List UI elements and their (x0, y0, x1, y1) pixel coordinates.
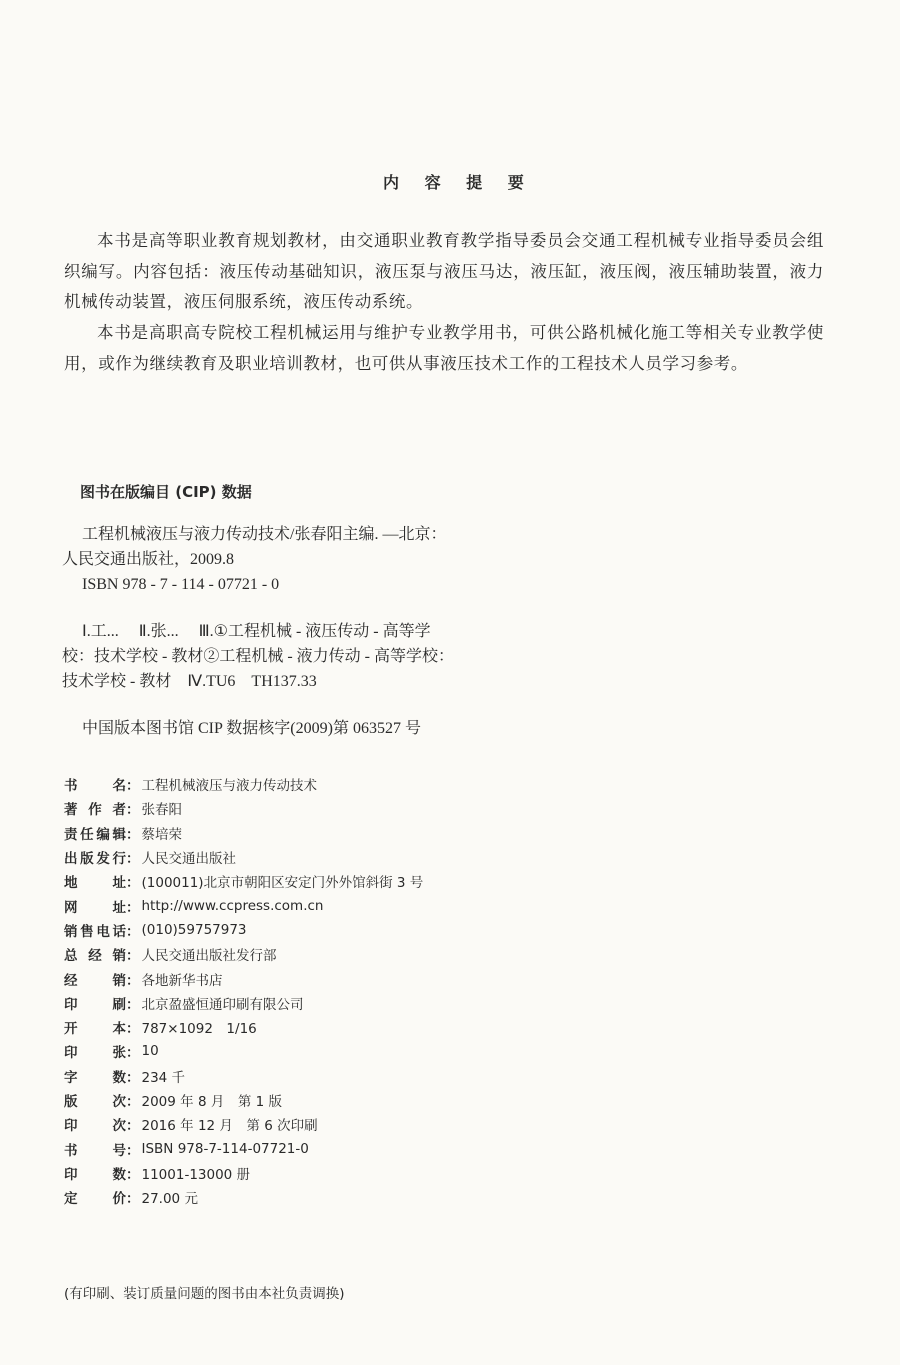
info-label: 销售电话 (64, 923, 126, 940)
info-value: 人民交通出版社 (141, 851, 236, 868)
info-row (64, 893, 423, 917)
info-row (64, 1136, 423, 1160)
colon: ： (126, 1166, 140, 1183)
colon: ： (126, 875, 140, 892)
info-value: 11001-13000 册 (141, 1166, 251, 1183)
summary-paragraph: 本书是高等职业教育规划教材，由交通职业教育教学指导委员会交通工程机械专业指导委员会组织编写。内容包括：液压传动基础知识，液压泵与液压马达，液压缸，液压阀，液压辅助装置，液力机械传动装置，液压伺服系统，液压传动系统。 (64, 231, 824, 311)
colon: ： (126, 1118, 140, 1135)
colon: ： (126, 826, 140, 843)
info-row (64, 1064, 423, 1088)
info-label: 网 址 (64, 899, 126, 916)
info-value: 张春阳 (141, 802, 182, 819)
info-row (64, 966, 423, 990)
info-label: 版 次 (64, 1094, 126, 1110)
info-row (64, 1185, 423, 1209)
info-value: 北京盈盛恒通印刷有限公司 (141, 996, 304, 1013)
info-value: (010)59757973 (141, 921, 247, 938)
info-label: 总 经 销 (64, 948, 126, 965)
info-value: 人民交通出版社发行部 (141, 948, 277, 965)
colon: ： (126, 972, 140, 989)
info-row (64, 772, 423, 796)
info-row (64, 991, 423, 1015)
info-value: 234 千 (141, 1069, 186, 1086)
info-label: 定 价 (64, 1191, 126, 1208)
colon: ： (126, 1094, 140, 1110)
colon: ： (126, 802, 140, 819)
info-row (64, 796, 423, 820)
cip-line: ISBN 978 - 7 - 114 - 07721 - 0 (82, 576, 280, 593)
info-label: 经 销 (64, 972, 126, 989)
info-label: 印 数 (64, 1166, 126, 1183)
info-label: 印 刷 (64, 996, 126, 1013)
info-row (64, 869, 423, 893)
cip-block-bibliographic (62, 522, 602, 597)
colon: ： (126, 778, 140, 795)
info-value: 10 (141, 1043, 159, 1060)
colon: ： (126, 1142, 140, 1159)
info-row (64, 942, 423, 966)
info-value: 2016 年 12 月 第 6 次印刷 (141, 1118, 318, 1135)
colon: ： (126, 948, 140, 965)
colon: ： (126, 923, 140, 940)
info-value: 蔡培荣 (141, 826, 182, 843)
info-row (64, 821, 423, 845)
publication-info (64, 772, 423, 1209)
cip-record-number: 中国版本图书馆 CIP 数据核字(2009)第 063527 号 (82, 720, 421, 737)
cip-block-subjects (62, 619, 602, 694)
info-row (64, 1088, 423, 1112)
info-label: 出版发行 (64, 851, 126, 868)
info-row (64, 1112, 423, 1136)
info-label: 地 址 (64, 875, 126, 892)
info-label: 印 次 (64, 1118, 126, 1135)
info-label: 书 名 (64, 778, 126, 795)
info-label: 著 作 者 (64, 802, 126, 819)
info-row (64, 1039, 423, 1063)
colon: ： (126, 1045, 140, 1062)
info-row (64, 845, 423, 869)
cip-line: 技术学校 - 教材 Ⅳ.TU6 TH137.33 (62, 673, 317, 690)
colon: ： (126, 1021, 140, 1038)
cip-line: 校：技术学校 - 教材②工程机械 - 液力传动 - 高等学校： (62, 648, 454, 665)
info-value: 工程机械液压与液力传动技术 (141, 778, 317, 795)
summary-title: 内 容 提 要 (383, 173, 534, 192)
info-label: 字 数 (64, 1069, 126, 1086)
colon: ： (126, 1191, 140, 1208)
cip-line: 工程机械液压与液力传动技术/张春阳主编. —北京： (82, 526, 447, 543)
info-row (64, 918, 423, 942)
info-label: 开 本 (64, 1021, 126, 1038)
cip-heading: 图书在版编目 (CIP) 数据 (80, 483, 252, 501)
summary-paragraph: 本书是高职高专院校工程机械运用与维护专业教学用书，可供公路机械化施工等相关专业教学使用，或作为继续教育及职业培训教材，也可供从事液压技术工作的工程技术人员学习参考。 (64, 323, 824, 373)
info-value: 2009 年 8 月 第 1 版 (141, 1094, 282, 1110)
info-value: http://www.ccpress.com.cn (141, 897, 324, 914)
colon: ： (126, 899, 140, 916)
cip-line: 人民交通出版社，2009.8 (62, 551, 235, 568)
info-row (64, 1015, 423, 1039)
info-label: 印 张 (64, 1045, 126, 1062)
info-value: ISBN 978-7-114-07721-0 (141, 1140, 309, 1157)
cip-line: Ⅰ.工... Ⅱ.张... Ⅲ.①工程机械 - 液压传动 - 高等学 (82, 623, 431, 640)
info-label: 书 号 (64, 1142, 126, 1159)
info-value: 787×1092 1/16 (141, 1021, 257, 1038)
cip-record (62, 716, 602, 741)
colon: ： (126, 851, 140, 868)
info-row (64, 1161, 423, 1185)
info-label: 责任编辑 (64, 826, 126, 843)
info-value: 各地新华书店 (141, 972, 223, 989)
colon: ： (126, 996, 140, 1013)
colon: ： (126, 1069, 140, 1086)
info-value: (100011)北京市朝阳区安定门外外馆斜街 3 号 (141, 875, 424, 892)
footnote: (有印刷、装订质量问题的图书由本社负责调换) (64, 1286, 345, 1302)
info-value: 27.00 元 (141, 1191, 198, 1208)
